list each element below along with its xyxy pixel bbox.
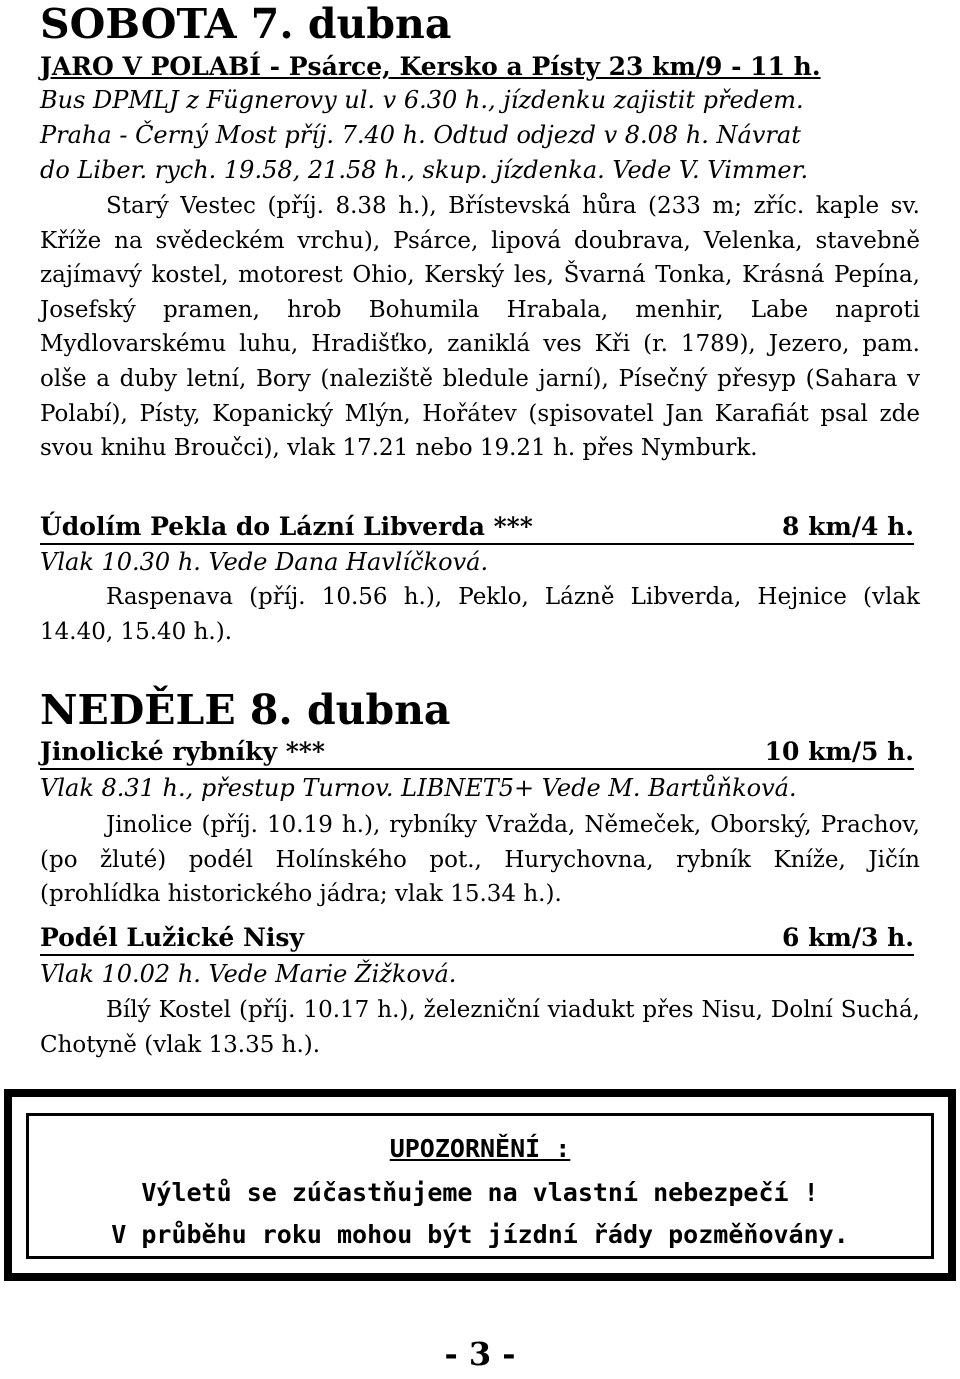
sunday-trip2-distance: 6 km/3 h. bbox=[782, 923, 914, 952]
saturday-trip2-description-text: Raspenava (příj. 10.56 h.), Peklo, Lázně Libverda, Hejnice (vlak 14.40, 15.40 h.). bbox=[40, 584, 920, 645]
sunday-trip1-transport-line: Vlak 8.31 h., přestup Turnov. LIBNET5+ Vede M. Bartůňková. bbox=[40, 774, 797, 802]
saturday-trip2-transport-line: Vlak 10.30 h. Vede Dana Havlíčková. bbox=[40, 548, 489, 576]
saturday-trip1-description bbox=[40, 189, 920, 466]
saturday-trip1-transport-line: do Liber. rych. 19.58, 21.58 h., skup. jízdenka. Vede V. Vimmer. bbox=[40, 156, 809, 184]
notice-line-1: Výletů se zúčastňujeme na vlastní nebezpečí ! bbox=[141, 1178, 819, 1207]
notice-line-2: V průběhu roku mohou být jízdní řády pozměňovány. bbox=[111, 1220, 849, 1249]
saturday-trip2-distance: 8 km/4 h. bbox=[782, 512, 914, 541]
sunday-trip2-description bbox=[40, 993, 920, 1062]
sunday-trip2-transport-line: Vlak 10.02 h. Vede Marie Žižková. bbox=[40, 960, 457, 988]
page-number: - 3 - bbox=[444, 1335, 516, 1373]
sunday-trip1-distance: 10 km/5 h. bbox=[764, 737, 914, 766]
notice-box bbox=[4, 1089, 956, 1281]
sunday-trip2-header bbox=[40, 922, 914, 956]
sunday-trip1-header bbox=[40, 736, 914, 770]
sunday-trip2-description-text: Bílý Kostel (příj. 10.17 h.), železniční viadukt přes Nisu, Dolní Suchá, Chotyně (vlak 13.35 h.). bbox=[40, 997, 920, 1058]
saturday-trip2-description bbox=[40, 580, 920, 649]
saturday-trip1-transport-line: Praha - Černý Most příj. 7.40 h. Odtud odjezd v 8.08 h. Návrat bbox=[40, 121, 801, 149]
saturday-trip1-title: JARO V POLABÍ - Psárce, Kersko a Písty 23 km/9 - 11 h. bbox=[40, 52, 821, 81]
saturday-trip1-transport-line: Bus DPMLJ z Fügnerovy ul. v 6.30 h., jízdenku zajistit předem. bbox=[40, 86, 804, 114]
sunday-trip1-description bbox=[40, 808, 920, 912]
saturday-trip1-description-text: Starý Vestec (příj. 8.38 h.), Břístevská hůra (233 m; zříc. kaple sv. Kříže na svědeckém vrchu), Psárce, lipová doubrava, Velenka, stavebně zajímavý kostel, motorest Ohio, Kerský les, Švarná Tonka, Krásná Pepína, Josefský pramen, hrob Bohumila Hrabala, menhir, Labe naproti Mydlovarskému luhu, Hradišťko, zaniklá ves Kři (r. 1789), Jezero, pam. olše a duby letní, Bory (naleziště bledule jarní), Písečný přesyp (Sahara v Polabí), Písty, Kopanický Mlýn, Hořátev (spisovatel Jan Karafiát psal zde svou knihu Broučci), vlak 17.21 nebo 19.21 h. přes Nymburk. bbox=[40, 193, 920, 462]
notice-heading: UPOZORNĚNÍ : bbox=[389, 1134, 571, 1163]
sunday-trip1-description-text: Jinolice (příj. 10.19 h.), rybníky Vražda, Němeček, Oborský, Prachov, (po žluté) podél Holínského pot., Hurychovna, rybník Kníže, Jičín (prohlídka historického jádra; vlak 15.34 h.). bbox=[40, 812, 920, 908]
saturday-day-title: SOBOTA 7. dubna bbox=[40, 0, 452, 48]
saturday-trip2-title: Údolím Pekla do Lázní Libverda *** bbox=[40, 512, 533, 541]
notice-inner-frame bbox=[26, 1113, 934, 1259]
sunday-day-title: NEDĚLE 8. dubna bbox=[40, 686, 451, 734]
sunday-trip2-title: Podél Lužické Nisy bbox=[40, 923, 304, 952]
saturday-trip2-header bbox=[40, 511, 914, 545]
sunday-trip1-title: Jinolické rybníky *** bbox=[40, 737, 325, 766]
